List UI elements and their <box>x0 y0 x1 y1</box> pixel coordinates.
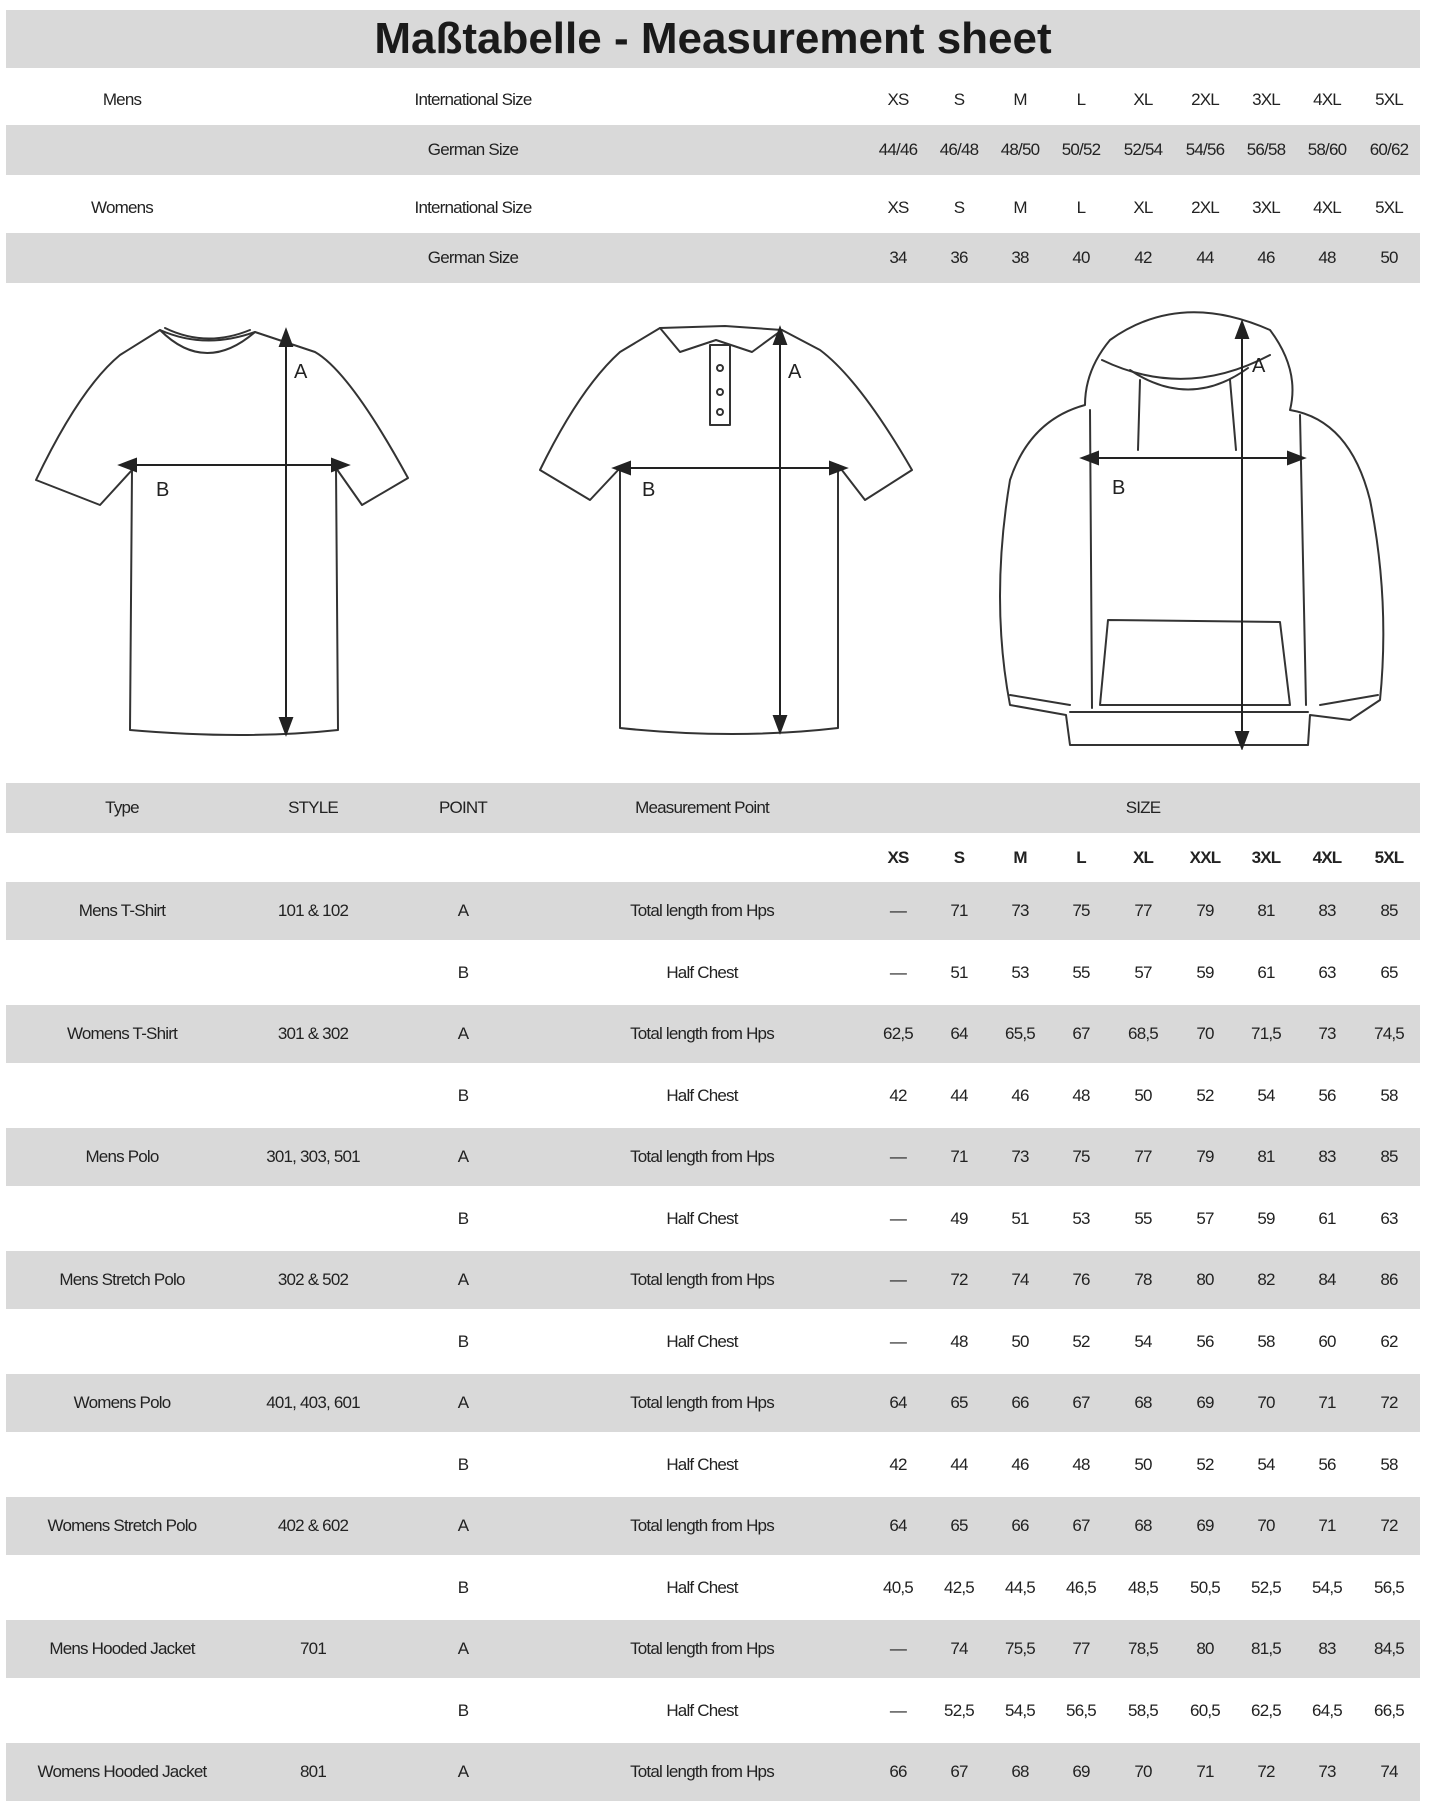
measurement-table-header <box>6 783 1420 833</box>
row-size-value: 83 <box>1318 901 1336 920</box>
row-size-value: 59 <box>1257 1209 1275 1228</box>
row-size-value: 72 <box>1257 1762 1275 1781</box>
size-value: 44 <box>1196 248 1214 267</box>
row-size-value: 75 <box>1072 901 1090 920</box>
size-column-header: XL <box>1132 848 1154 867</box>
size-value: 4XL <box>1313 90 1341 109</box>
row-size-value: 64 <box>889 1516 907 1535</box>
row-size-value: 65 <box>950 1516 968 1535</box>
row-size-value: 64 <box>889 1393 907 1412</box>
row-size-value: 57 <box>1196 1209 1214 1228</box>
size-value: 3XL <box>1252 198 1280 217</box>
row-size-value: 44 <box>950 1086 968 1105</box>
row-size-value: 44 <box>950 1455 968 1474</box>
size-value: 50/52 <box>1061 140 1101 159</box>
row-size-value: — <box>889 1147 907 1166</box>
hoodie-drawing <box>990 300 1410 750</box>
table-row <box>6 1436 1420 1494</box>
row-style <box>238 1559 388 1617</box>
size-value: XL <box>1133 198 1153 217</box>
row-size-value: 69 <box>1196 1393 1214 1412</box>
row-point: A <box>457 1639 469 1658</box>
row-size-value: 64,5 <box>1312 1701 1342 1720</box>
row-size-value: 79 <box>1196 901 1214 920</box>
row-type <box>6 1436 238 1494</box>
label-a: A <box>294 361 308 383</box>
size-value: 5XL <box>1375 198 1403 217</box>
size-system-label: German Size <box>427 140 519 159</box>
row-size-value: — <box>889 1332 907 1351</box>
row-measurement-point: Total length from Hps <box>630 1516 774 1535</box>
row-size-value: 84,5 <box>1374 1639 1404 1658</box>
row-size-value: 63 <box>1380 1209 1398 1228</box>
size-value: S <box>953 198 965 217</box>
row-measurement-point: Total length from Hps <box>630 1762 774 1781</box>
label-a: A <box>788 361 802 383</box>
row-size-value: 78,5 <box>1128 1639 1158 1658</box>
row-size-value: 65,5 <box>1005 1024 1035 1043</box>
row-style <box>238 1067 388 1125</box>
row-size-value: 54,5 <box>1312 1578 1342 1597</box>
row-size-value: 70 <box>1257 1393 1275 1412</box>
row-size-value: 52 <box>1196 1086 1214 1105</box>
size-value: L <box>1076 198 1086 217</box>
row-size-value: — <box>889 1209 907 1228</box>
size-conversion-row <box>6 233 1420 283</box>
row-size-value: 81 <box>1257 1147 1275 1166</box>
row-point: B <box>457 1209 469 1228</box>
row-size-value: 68 <box>1134 1393 1152 1412</box>
row-size-value: — <box>889 963 907 982</box>
row-size-value: 73 <box>1011 1147 1029 1166</box>
row-point: A <box>457 1516 469 1535</box>
size-value: 42 <box>1134 248 1152 267</box>
size-value: 50 <box>1380 248 1398 267</box>
size-conversion-row <box>6 75 1420 125</box>
row-style: 801 <box>300 1762 326 1781</box>
row-size-value: 74,5 <box>1374 1024 1404 1043</box>
row-measurement-point: Total length from Hps <box>630 1024 774 1043</box>
size-conversion-row <box>6 183 1420 233</box>
row-size-value: 72 <box>950 1270 968 1289</box>
row-size-value: 57 <box>1134 963 1152 982</box>
row-size-value: 67 <box>1072 1024 1090 1043</box>
group-label: Womens <box>91 198 153 217</box>
row-size-value: 77 <box>1072 1639 1090 1658</box>
group-label: Mens <box>102 90 142 109</box>
row-size-value: 58 <box>1257 1332 1275 1351</box>
row-measurement-point: Half Chest <box>666 1086 738 1105</box>
row-size-value: 65 <box>950 1393 968 1412</box>
size-conversion-row <box>6 125 1420 175</box>
row-size-value: 60,5 <box>1190 1701 1220 1720</box>
header-size: SIZE <box>1125 798 1161 817</box>
size-value: 48 <box>1318 248 1336 267</box>
row-size-value: 56,5 <box>1374 1578 1404 1597</box>
row-style: 401, 403, 601 <box>266 1393 360 1412</box>
row-size-value: 78 <box>1134 1270 1152 1289</box>
row-size-value: 77 <box>1134 1147 1152 1166</box>
row-style: 301 & 302 <box>277 1024 349 1043</box>
row-size-value: 53 <box>1011 963 1029 982</box>
header-style: STYLE <box>288 798 338 817</box>
row-size-value: 54 <box>1257 1455 1275 1474</box>
row-size-value: 74 <box>950 1639 968 1658</box>
size-value: 2XL <box>1191 198 1219 217</box>
table-row <box>6 1313 1420 1371</box>
row-point: A <box>457 1270 469 1289</box>
row-size-value: 60 <box>1318 1332 1336 1351</box>
row-point: B <box>457 1086 469 1105</box>
row-measurement-point: Total length from Hps <box>630 1270 774 1289</box>
row-size-value: 85 <box>1380 1147 1398 1166</box>
header-point: POINT <box>439 798 487 817</box>
row-size-value: 50 <box>1134 1455 1152 1474</box>
size-value: 2XL <box>1191 90 1219 109</box>
size-column-header: M <box>1013 848 1027 867</box>
row-size-value: 71 <box>950 901 968 920</box>
row-size-value: 50 <box>1134 1086 1152 1105</box>
row-size-value: 72 <box>1380 1393 1398 1412</box>
label-b: B <box>156 479 170 501</box>
row-size-value: 49 <box>950 1209 968 1228</box>
row-size-value: 72 <box>1380 1516 1398 1535</box>
row-size-value: 56 <box>1318 1455 1336 1474</box>
size-value: 44/46 <box>878 140 918 159</box>
row-size-value: 42 <box>889 1455 907 1474</box>
row-size-value: 42,5 <box>944 1578 974 1597</box>
size-system-label: International Size <box>414 90 532 109</box>
label-b: B <box>1112 477 1126 499</box>
row-size-value: 56 <box>1196 1332 1214 1351</box>
row-point: B <box>457 1455 469 1474</box>
size-column-header: XXL <box>1189 848 1221 867</box>
row-size-value: 69 <box>1072 1762 1090 1781</box>
row-size-value: 74 <box>1380 1762 1398 1781</box>
row-style: 301, 303, 501 <box>266 1147 360 1166</box>
table-row <box>6 1497 1420 1555</box>
row-point: B <box>457 1578 469 1597</box>
row-type: Mens Hooded Jacket <box>49 1639 195 1658</box>
row-size-value: 65 <box>1380 963 1398 982</box>
size-value: 34 <box>889 248 907 267</box>
row-size-value: 51 <box>950 963 968 982</box>
size-value: 52/54 <box>1123 140 1163 159</box>
row-type <box>6 944 238 1002</box>
page-title: Maßtabelle - Measurement sheet <box>6 10 1420 68</box>
row-size-value: 80 <box>1196 1639 1214 1658</box>
row-type: Womens Stretch Polo <box>47 1516 197 1535</box>
row-style <box>238 944 388 1002</box>
size-value: S <box>953 90 965 109</box>
row-size-value: 83 <box>1318 1639 1336 1658</box>
group-label <box>6 233 238 283</box>
row-type: Mens Stretch Polo <box>59 1270 185 1289</box>
row-size-value: 52 <box>1196 1455 1214 1474</box>
size-column-header: L <box>1076 848 1086 867</box>
row-size-value: 67 <box>950 1762 968 1781</box>
row-size-value: 50,5 <box>1190 1578 1220 1597</box>
row-size-value: — <box>889 1639 907 1658</box>
row-size-value: 73 <box>1318 1762 1336 1781</box>
label-a: A <box>1252 355 1266 377</box>
label-b: B <box>642 479 656 501</box>
row-size-value: 83 <box>1318 1147 1336 1166</box>
row-measurement-point: Total length from Hps <box>630 1393 774 1412</box>
row-size-value: 86 <box>1380 1270 1398 1289</box>
size-column-header-row <box>6 838 1420 878</box>
table-row <box>6 1190 1420 1248</box>
row-size-value: 71 <box>1318 1516 1336 1535</box>
row-size-value: 59 <box>1196 963 1214 982</box>
row-size-value: 53 <box>1072 1209 1090 1228</box>
table-row <box>6 1559 1420 1617</box>
row-type <box>6 1067 238 1125</box>
row-style: 101 & 102 <box>277 901 349 920</box>
row-type: Womens Hooded Jacket <box>37 1762 207 1781</box>
row-size-value: 76 <box>1072 1270 1090 1289</box>
row-size-value: 48 <box>1072 1086 1090 1105</box>
row-size-value: 68 <box>1134 1516 1152 1535</box>
row-size-value: 58,5 <box>1128 1701 1158 1720</box>
size-value: 58/60 <box>1307 140 1347 159</box>
row-type <box>6 1313 238 1371</box>
row-size-value: 68 <box>1011 1762 1029 1781</box>
row-size-value: 58 <box>1380 1086 1398 1105</box>
row-point: B <box>457 1332 469 1351</box>
row-measurement-point: Half Chest <box>666 1209 738 1228</box>
size-column-header: 3XL <box>1251 848 1281 867</box>
table-row <box>6 1251 1420 1309</box>
header-type: Type <box>105 798 139 817</box>
polo-diagram <box>520 300 920 740</box>
row-size-value: 50 <box>1011 1332 1029 1351</box>
row-size-value: 70 <box>1257 1516 1275 1535</box>
row-size-value: 61 <box>1318 1209 1336 1228</box>
row-size-value: 48 <box>1072 1455 1090 1474</box>
row-style <box>238 1436 388 1494</box>
row-size-value: 40,5 <box>883 1578 913 1597</box>
row-style: 302 & 502 <box>277 1270 349 1289</box>
size-value: 4XL <box>1313 198 1341 217</box>
row-size-value: 58 <box>1380 1455 1398 1474</box>
t-shirt-drawing <box>10 300 430 740</box>
row-size-value: 62 <box>1380 1332 1398 1351</box>
row-size-value: 66 <box>889 1762 907 1781</box>
size-value: 46/48 <box>939 140 979 159</box>
row-size-value: 70 <box>1134 1762 1152 1781</box>
row-size-value: 81,5 <box>1251 1639 1281 1658</box>
row-size-value: 42 <box>889 1086 907 1105</box>
size-system-label: International Size <box>414 198 532 217</box>
size-column-header: S <box>953 848 965 867</box>
row-size-value: 73 <box>1318 1024 1336 1043</box>
table-row <box>6 1682 1420 1740</box>
row-type <box>6 1559 238 1617</box>
row-size-value: 66,5 <box>1374 1701 1404 1720</box>
row-type: Womens Polo <box>73 1393 171 1412</box>
row-size-value: 79 <box>1196 1147 1214 1166</box>
row-type: Mens Polo <box>85 1147 159 1166</box>
size-value: XS <box>887 198 909 217</box>
row-size-value: 81 <box>1257 901 1275 920</box>
row-size-value: 54 <box>1257 1086 1275 1105</box>
table-row <box>6 1620 1420 1678</box>
row-style <box>238 1190 388 1248</box>
size-column-header: 5XL <box>1374 848 1404 867</box>
row-size-value: 67 <box>1072 1516 1090 1535</box>
row-size-value: 75,5 <box>1005 1639 1035 1658</box>
row-size-value: — <box>889 901 907 920</box>
size-value: 48/50 <box>1000 140 1040 159</box>
row-point: B <box>457 963 469 982</box>
row-measurement-point: Half Chest <box>666 1455 738 1474</box>
row-size-value: 85 <box>1380 901 1398 920</box>
row-size-value: 54 <box>1134 1332 1152 1351</box>
row-size-value: 63 <box>1318 963 1336 982</box>
polo-drawing <box>520 300 920 740</box>
row-size-value: 77 <box>1134 901 1152 920</box>
row-size-value: 48,5 <box>1128 1578 1158 1597</box>
row-style: 701 <box>300 1639 326 1658</box>
row-measurement-point: Half Chest <box>666 963 738 982</box>
row-size-value: 56 <box>1318 1086 1336 1105</box>
size-value: 60/62 <box>1369 140 1409 159</box>
table-row <box>6 1743 1420 1801</box>
row-point: A <box>457 901 469 920</box>
row-size-value: 71 <box>950 1147 968 1166</box>
row-type: Mens T-Shirt <box>78 901 166 920</box>
row-point: A <box>457 1762 469 1781</box>
row-size-value: 73 <box>1011 901 1029 920</box>
row-type: Womens T-Shirt <box>66 1024 178 1043</box>
row-size-value: 75 <box>1072 1147 1090 1166</box>
table-row <box>6 1005 1420 1063</box>
size-value: 5XL <box>1375 90 1403 109</box>
row-point: A <box>457 1393 469 1412</box>
row-size-value: 82 <box>1257 1270 1275 1289</box>
row-size-value: 71,5 <box>1251 1024 1281 1043</box>
row-size-value: 46 <box>1011 1086 1029 1105</box>
row-size-value: 84 <box>1318 1270 1336 1289</box>
table-row <box>6 1067 1420 1125</box>
row-size-value: 67 <box>1072 1393 1090 1412</box>
group-label <box>6 125 238 175</box>
size-value: 3XL <box>1252 90 1280 109</box>
row-size-value: 56,5 <box>1066 1701 1096 1720</box>
row-size-value: 46 <box>1011 1455 1029 1474</box>
row-size-value: 71 <box>1318 1393 1336 1412</box>
t-shirt-diagram <box>10 300 430 740</box>
size-value: M <box>1013 90 1027 109</box>
row-size-value: 64 <box>950 1024 968 1043</box>
row-size-value: 46,5 <box>1066 1578 1096 1597</box>
row-measurement-point: Half Chest <box>666 1578 738 1597</box>
row-size-value: 68,5 <box>1128 1024 1158 1043</box>
row-size-value: 66 <box>1011 1393 1029 1412</box>
size-value: M <box>1013 198 1027 217</box>
size-value: L <box>1076 90 1086 109</box>
row-size-value: 70 <box>1196 1024 1214 1043</box>
row-measurement-point: Half Chest <box>666 1701 738 1720</box>
size-value: 36 <box>950 248 968 267</box>
row-size-value: — <box>889 1270 907 1289</box>
size-value: 38 <box>1011 248 1029 267</box>
row-size-value: 48 <box>950 1332 968 1351</box>
size-value: 56/58 <box>1246 140 1286 159</box>
row-size-value: 55 <box>1072 963 1090 982</box>
size-system-label: German Size <box>427 248 519 267</box>
table-row <box>6 1128 1420 1186</box>
size-value: XS <box>887 90 909 109</box>
header-measurement-point: Measurement Point <box>635 798 769 817</box>
row-type <box>6 1682 238 1740</box>
hoodie-diagram <box>990 300 1410 750</box>
row-size-value: 61 <box>1257 963 1275 982</box>
table-row <box>6 944 1420 1002</box>
row-style: 402 & 602 <box>277 1516 349 1535</box>
row-point: B <box>457 1701 469 1720</box>
row-size-value: 52 <box>1072 1332 1090 1351</box>
row-point: A <box>457 1147 469 1166</box>
size-column-header: XS <box>887 848 909 867</box>
row-type <box>6 1190 238 1248</box>
size-column-header: 4XL <box>1312 848 1342 867</box>
row-size-value: 51 <box>1011 1209 1029 1228</box>
row-point: A <box>457 1024 469 1043</box>
row-size-value: 52,5 <box>1251 1578 1281 1597</box>
row-size-value: 66 <box>1011 1516 1029 1535</box>
size-value: 54/56 <box>1185 140 1225 159</box>
row-size-value: — <box>889 1701 907 1720</box>
row-measurement-point: Total length from Hps <box>630 1147 774 1166</box>
row-size-value: 74 <box>1011 1270 1029 1289</box>
table-row <box>6 1374 1420 1432</box>
row-measurement-point: Half Chest <box>666 1332 738 1351</box>
row-size-value: 55 <box>1134 1209 1152 1228</box>
row-measurement-point: Total length from Hps <box>630 1639 774 1658</box>
row-size-value: 62,5 <box>1251 1701 1281 1720</box>
row-size-value: 52,5 <box>944 1701 974 1720</box>
size-value: 46 <box>1257 248 1275 267</box>
table-row <box>6 882 1420 940</box>
row-style <box>238 1682 388 1740</box>
row-size-value: 54,5 <box>1005 1701 1035 1720</box>
row-size-value: 69 <box>1196 1516 1214 1535</box>
row-size-value: 80 <box>1196 1270 1214 1289</box>
size-value: 40 <box>1072 248 1090 267</box>
row-size-value: 44,5 <box>1005 1578 1035 1597</box>
row-style <box>238 1313 388 1371</box>
row-size-value: 62,5 <box>883 1024 913 1043</box>
size-value: XL <box>1133 90 1153 109</box>
row-size-value: 71 <box>1196 1762 1214 1781</box>
row-measurement-point: Total length from Hps <box>630 901 774 920</box>
